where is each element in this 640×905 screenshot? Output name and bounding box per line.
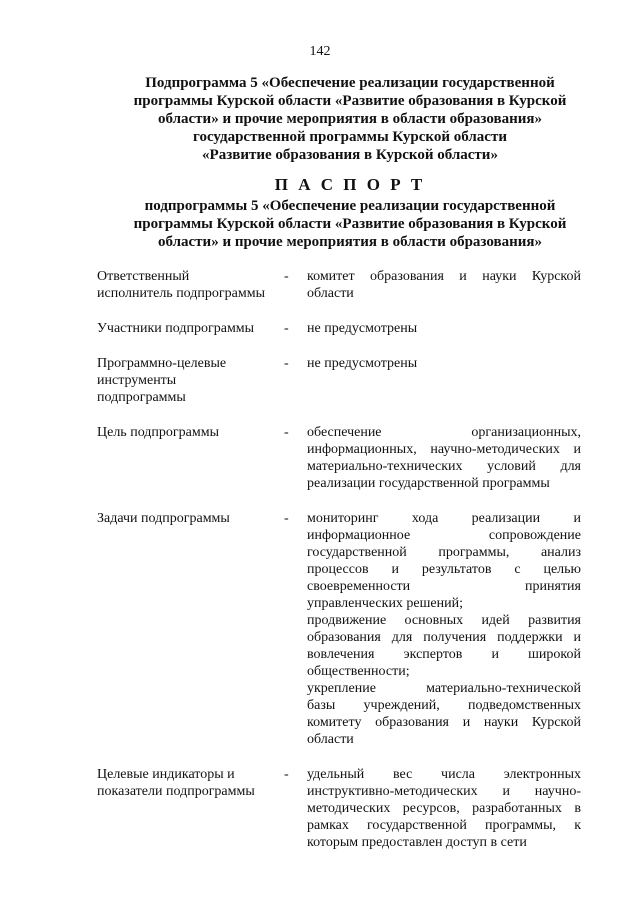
- row-value-line: не предусмотрены: [307, 356, 418, 371]
- subprogram-title-line: «Развитие образования в Курской области»: [202, 147, 498, 163]
- row-value-line: своевременности принятия: [307, 579, 581, 594]
- row-label-line: подпрограммы: [97, 390, 186, 405]
- row-dash: -: [284, 511, 289, 526]
- row-value-line: укрепление материально-технической: [307, 681, 581, 696]
- row-value-line: материально-технических условий для: [307, 459, 581, 474]
- row-label-line: Цель подпрограммы: [97, 425, 219, 440]
- passport-subtitle-line: подпрограммы 5 «Обеспечение реализации государственной: [144, 198, 556, 214]
- row-value-line: продвижение основных идей развития: [307, 613, 581, 628]
- row-value-line: области: [307, 286, 354, 301]
- passport-subtitle-line: программы Курской области «Развитие образования в Курской: [133, 216, 567, 232]
- row-value-line: не предусмотрены: [307, 321, 418, 336]
- row-dash: -: [284, 321, 289, 336]
- row-value: [307, 355, 581, 372]
- row-value-line: государственной программы, анализ: [307, 545, 581, 560]
- passport-row: [95, 355, 595, 406]
- row-label: [95, 766, 284, 800]
- row-value-line: информационное сопровождение: [307, 528, 581, 543]
- row-value-line: комитету образования и науки Курской: [307, 715, 581, 730]
- row-label-line: исполнитель подпрограммы: [97, 286, 265, 301]
- row-value-line: инструктивно-методических и научно-: [307, 784, 581, 799]
- row-label-line: показатели подпрограммы: [97, 784, 255, 799]
- row-value-line: информационных, научно-методических и: [307, 442, 581, 457]
- passport-subtitle-line: области» и прочие мероприятия в области образования»: [157, 234, 543, 250]
- row-value-line: методических ресурсов, разработанных в: [307, 801, 581, 816]
- subprogram-title-line: государственной программы Курской области: [193, 129, 507, 145]
- row-label-line: Ответственный: [97, 269, 190, 284]
- passport-row: [95, 510, 595, 748]
- row-value: [307, 424, 581, 492]
- row-label: [95, 268, 284, 302]
- passport-row: [95, 424, 595, 492]
- row-dash: -: [284, 356, 289, 371]
- subprogram-title-line: Подпрограмма 5 «Обеспечение реализации государственной: [145, 75, 555, 91]
- passport-table: [95, 268, 595, 869]
- row-dash: -: [284, 425, 289, 440]
- row-value-line: управленческих решений;: [307, 596, 464, 611]
- row-value-line: обеспечение организационных,: [307, 425, 581, 440]
- passport-row: [95, 320, 595, 337]
- row-value-line: вовлечения экспертов и широкой: [307, 647, 581, 662]
- row-value: [307, 268, 581, 302]
- row-label-line: Участники подпрограммы: [97, 321, 255, 336]
- row-value: [307, 766, 581, 851]
- row-label-line: Программно-целевые: [97, 356, 227, 371]
- subprogram-title-line: программы Курской области «Развитие образования в Курской: [133, 93, 567, 109]
- row-value: [307, 320, 581, 337]
- row-value-line: общественности;: [307, 664, 410, 679]
- row-label: [95, 355, 284, 406]
- row-value: [307, 510, 581, 748]
- row-value-line: мониторинг хода реализации и: [307, 511, 581, 526]
- row-value-line: комитет образования и науки Курской: [307, 269, 581, 284]
- passport-row: [95, 268, 595, 302]
- row-label-line: Задачи подпрограммы: [97, 511, 230, 526]
- row-value-line: реализации государственной программы: [307, 476, 550, 491]
- passport-subtitle: [100, 197, 600, 251]
- subprogram-title-line: области» и прочие мероприятия в области образования»: [157, 111, 543, 127]
- subprogram-title: [100, 74, 600, 164]
- row-dash: -: [284, 269, 289, 284]
- row-value-line: удельный вес числа электронных: [307, 767, 581, 782]
- row-value-line: которым предоставлен доступ в сети: [307, 835, 527, 850]
- row-label-line: Целевые индикаторы и: [97, 767, 235, 782]
- row-value-line: процессов и результатов с целью: [307, 562, 581, 577]
- row-value-line: области: [307, 732, 354, 747]
- row-label: [95, 424, 284, 441]
- row-label: [95, 320, 284, 337]
- page-number: 142: [309, 44, 331, 59]
- row-label-line: инструменты: [97, 373, 177, 388]
- row-value-line: базы учреждений, подведомственных: [307, 698, 581, 713]
- passport-title: П А С П О Р Т: [274, 175, 426, 194]
- row-value-line: образования для получения поддержки и: [307, 630, 581, 645]
- row-value-line: рамках государственной программы, к: [307, 818, 581, 833]
- passport-row: [95, 766, 595, 851]
- row-label: [95, 510, 284, 527]
- row-dash: -: [284, 767, 289, 782]
